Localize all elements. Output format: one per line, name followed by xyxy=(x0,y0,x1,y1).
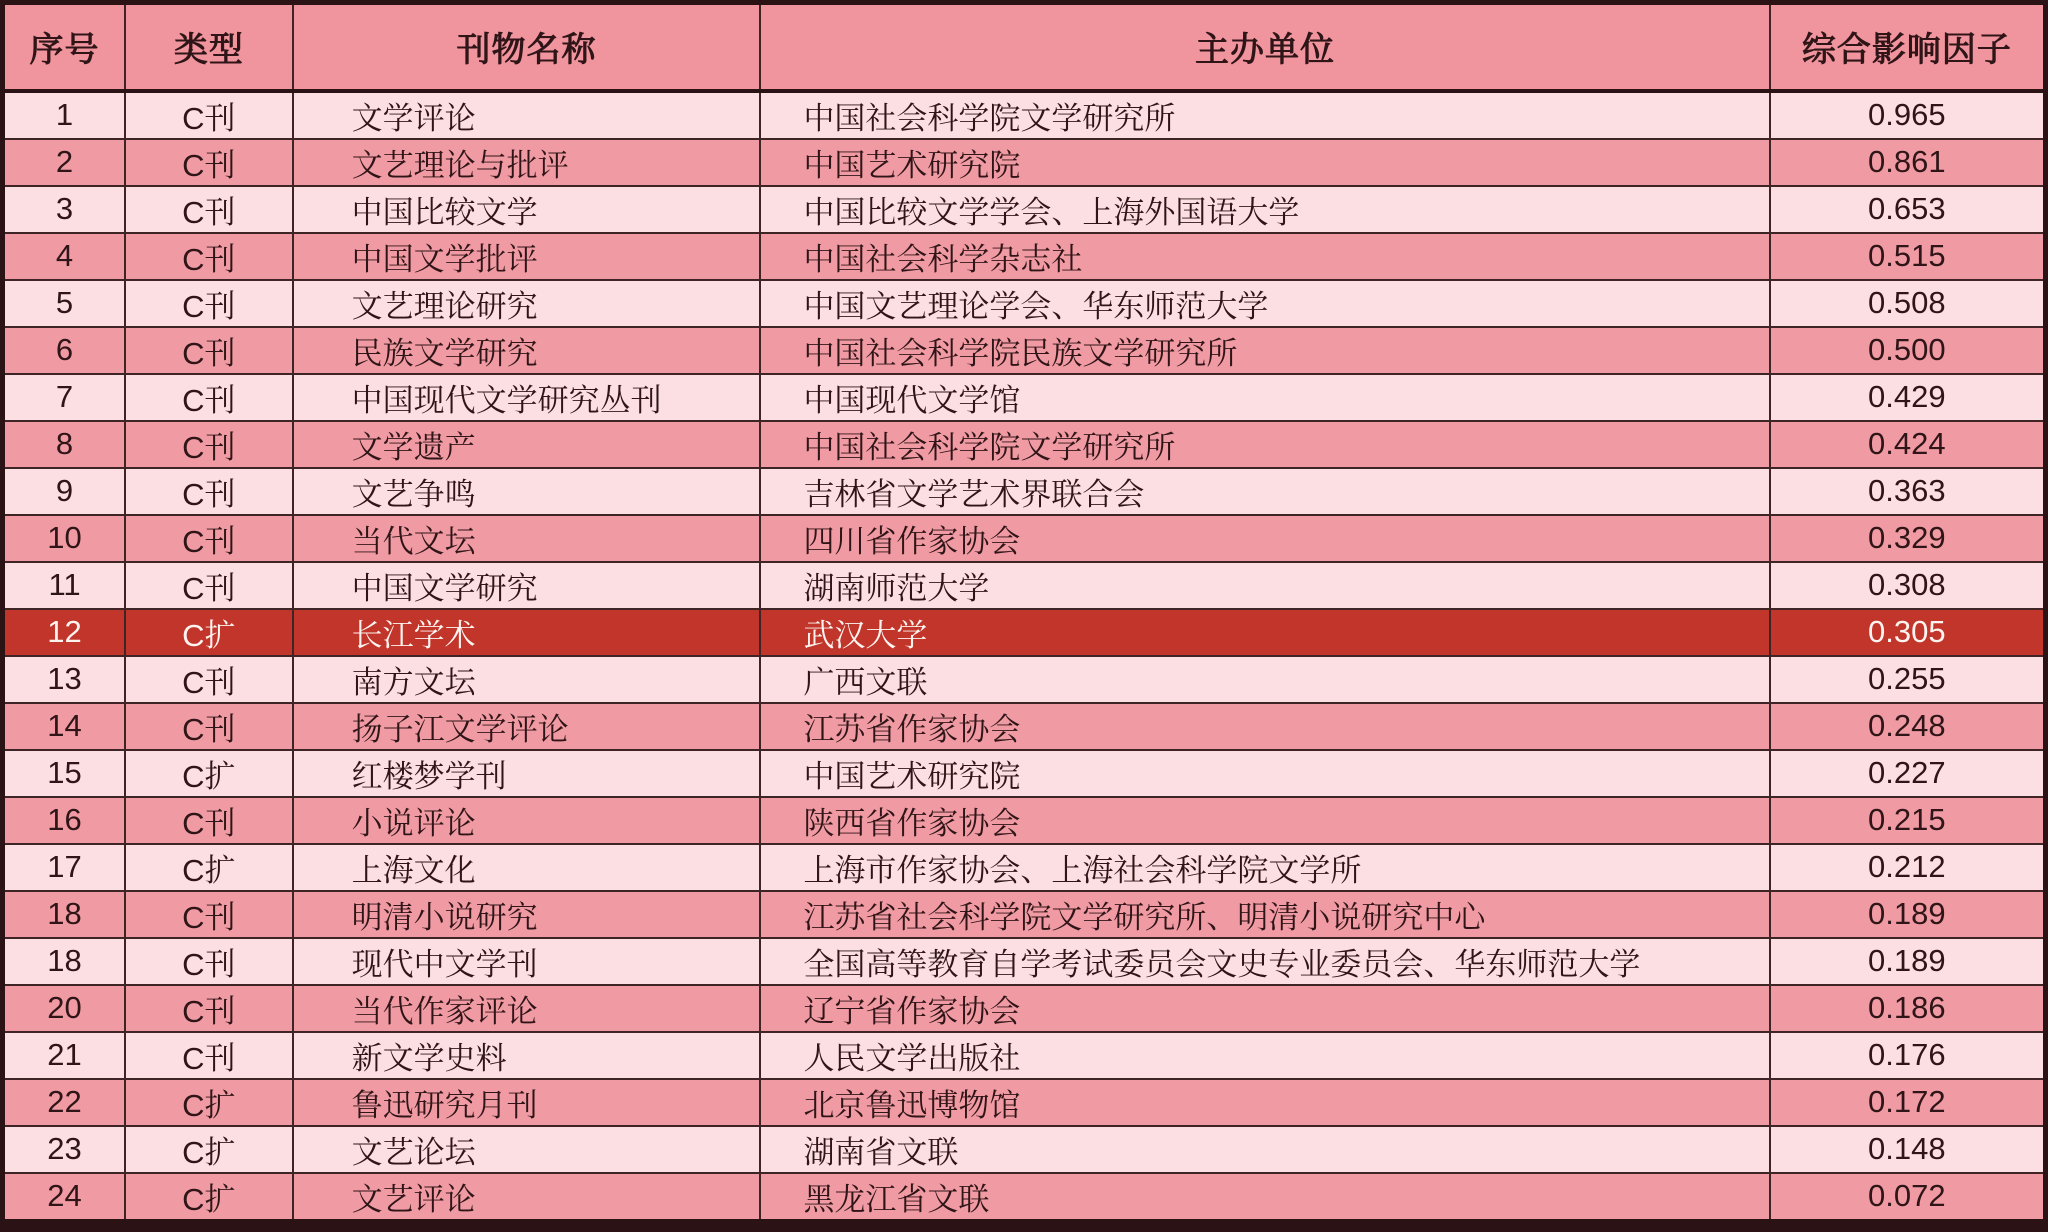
row-index-cell: 17 xyxy=(3,844,126,891)
row-index-cell: 13 xyxy=(3,656,126,703)
row-journal-cell: 小说评论 xyxy=(293,797,761,844)
row-impact-factor-cell: 0.500 xyxy=(1770,327,2046,374)
row-journal-cell: 中国比较文学 xyxy=(293,186,761,233)
row-journal-cell: 文学遗产 xyxy=(293,421,761,468)
row-impact-factor-cell: 0.861 xyxy=(1770,139,2046,186)
row-impact-factor-cell: 0.176 xyxy=(1770,1032,2046,1079)
row-impact-factor-cell: 0.072 xyxy=(1770,1173,2046,1226)
row-type-cell: C刊 xyxy=(125,562,293,609)
table-row xyxy=(3,374,2046,421)
row-organizer-cell: 中国社会科学院民族文学研究所 xyxy=(760,327,1769,374)
row-journal-cell: 中国现代文学研究丛刊 xyxy=(293,374,761,421)
row-impact-factor-cell: 0.653 xyxy=(1770,186,2046,233)
row-index-cell: 11 xyxy=(3,562,126,609)
row-index-cell: 5 xyxy=(3,280,126,327)
row-organizer-cell: 广西文联 xyxy=(760,656,1769,703)
row-impact-factor-cell: 0.424 xyxy=(1770,421,2046,468)
row-impact-factor-cell: 0.329 xyxy=(1770,515,2046,562)
table-row xyxy=(3,891,2046,938)
row-organizer-cell: 江苏省作家协会 xyxy=(760,703,1769,750)
row-journal-cell: 上海文化 xyxy=(293,844,761,891)
row-journal-cell: 新文学史料 xyxy=(293,1032,761,1079)
row-journal-cell: 当代文坛 xyxy=(293,515,761,562)
table-row xyxy=(3,327,2046,374)
row-organizer-cell: 陕西省作家协会 xyxy=(760,797,1769,844)
row-index-cell: 6 xyxy=(3,327,126,374)
row-organizer-cell: 湖南师范大学 xyxy=(760,562,1769,609)
row-journal-cell: 文艺论坛 xyxy=(293,1126,761,1173)
table-row xyxy=(3,703,2046,750)
row-type-cell: C刊 xyxy=(125,233,293,280)
row-type-cell: C刊 xyxy=(125,938,293,985)
row-index-cell: 4 xyxy=(3,233,126,280)
row-index-cell: 12 xyxy=(3,609,126,656)
row-type-cell: C扩 xyxy=(125,1126,293,1173)
row-organizer-cell: 上海市作家协会、上海社会科学院文学所 xyxy=(760,844,1769,891)
row-type-cell: C刊 xyxy=(125,1032,293,1079)
row-index-cell: 23 xyxy=(3,1126,126,1173)
header-index: 序号 xyxy=(3,3,126,91)
row-organizer-cell: 北京鲁迅博物馆 xyxy=(760,1079,1769,1126)
row-type-cell: C刊 xyxy=(125,797,293,844)
row-index-cell: 8 xyxy=(3,421,126,468)
row-organizer-cell: 中国文艺理论学会、华东师范大学 xyxy=(760,280,1769,327)
row-journal-cell: 中国文学研究 xyxy=(293,562,761,609)
table-row xyxy=(3,139,2046,186)
row-journal-cell: 鲁迅研究月刊 xyxy=(293,1079,761,1126)
row-organizer-cell: 中国艺术研究院 xyxy=(760,139,1769,186)
table-row xyxy=(3,985,2046,1032)
row-organizer-cell: 吉林省文学艺术界联合会 xyxy=(760,468,1769,515)
row-journal-cell: 文艺理论与批评 xyxy=(293,139,761,186)
row-type-cell: C刊 xyxy=(125,139,293,186)
row-impact-factor-cell: 0.172 xyxy=(1770,1079,2046,1126)
table-row xyxy=(3,468,2046,515)
header-row xyxy=(3,3,2046,91)
row-impact-factor-cell: 0.508 xyxy=(1770,280,2046,327)
row-type-cell: C刊 xyxy=(125,656,293,703)
row-type-cell: C刊 xyxy=(125,374,293,421)
row-index-cell: 16 xyxy=(3,797,126,844)
table-row xyxy=(3,656,2046,703)
row-journal-cell: 长江学术 xyxy=(293,609,761,656)
row-index-cell: 20 xyxy=(3,985,126,1032)
row-organizer-cell: 中国现代文学馆 xyxy=(760,374,1769,421)
row-organizer-cell: 中国比较文学学会、上海外国语大学 xyxy=(760,186,1769,233)
row-journal-cell: 文艺评论 xyxy=(293,1173,761,1226)
header-journal: 刊物名称 xyxy=(293,3,761,91)
table-row xyxy=(3,797,2046,844)
row-type-cell: C刊 xyxy=(125,515,293,562)
row-journal-cell: 文艺争鸣 xyxy=(293,468,761,515)
row-index-cell: 7 xyxy=(3,374,126,421)
row-journal-cell: 中国文学批评 xyxy=(293,233,761,280)
row-organizer-cell: 湖南省文联 xyxy=(760,1126,1769,1173)
row-journal-cell: 民族文学研究 xyxy=(293,327,761,374)
row-type-cell: C扩 xyxy=(125,844,293,891)
row-type-cell: C刊 xyxy=(125,985,293,1032)
row-type-cell: C刊 xyxy=(125,186,293,233)
row-organizer-cell: 武汉大学 xyxy=(760,609,1769,656)
table-row xyxy=(3,1032,2046,1079)
row-impact-factor-cell: 0.186 xyxy=(1770,985,2046,1032)
row-impact-factor-cell: 0.308 xyxy=(1770,562,2046,609)
row-type-cell: C扩 xyxy=(125,609,293,656)
row-type-cell: C扩 xyxy=(125,1079,293,1126)
row-index-cell: 2 xyxy=(3,139,126,186)
row-journal-cell: 南方文坛 xyxy=(293,656,761,703)
row-type-cell: C刊 xyxy=(125,91,293,139)
row-type-cell: C刊 xyxy=(125,421,293,468)
row-impact-factor-cell: 0.255 xyxy=(1770,656,2046,703)
row-type-cell: C刊 xyxy=(125,280,293,327)
row-index-cell: 18 xyxy=(3,938,126,985)
row-index-cell: 3 xyxy=(3,186,126,233)
table-row xyxy=(3,1173,2046,1226)
row-organizer-cell: 中国社会科学杂志社 xyxy=(760,233,1769,280)
table-row xyxy=(3,609,2046,656)
table-row xyxy=(3,750,2046,797)
row-type-cell: C刊 xyxy=(125,327,293,374)
row-impact-factor-cell: 0.189 xyxy=(1770,938,2046,985)
row-impact-factor-cell: 0.215 xyxy=(1770,797,2046,844)
row-journal-cell: 当代作家评论 xyxy=(293,985,761,1032)
row-type-cell: C刊 xyxy=(125,703,293,750)
row-organizer-cell: 江苏省社会科学院文学研究所、明清小说研究中心 xyxy=(760,891,1769,938)
row-impact-factor-cell: 0.248 xyxy=(1770,703,2046,750)
row-journal-cell: 文艺理论研究 xyxy=(293,280,761,327)
row-type-cell: C刊 xyxy=(125,891,293,938)
row-index-cell: 21 xyxy=(3,1032,126,1079)
row-organizer-cell: 中国艺术研究院 xyxy=(760,750,1769,797)
table-header xyxy=(3,3,2046,91)
row-organizer-cell: 人民文学出版社 xyxy=(760,1032,1769,1079)
row-index-cell: 14 xyxy=(3,703,126,750)
row-index-cell: 18 xyxy=(3,891,126,938)
table-row xyxy=(3,562,2046,609)
header-impact-factor: 综合影响因子 xyxy=(1770,3,2046,91)
row-index-cell: 24 xyxy=(3,1173,126,1226)
row-impact-factor-cell: 0.227 xyxy=(1770,750,2046,797)
table-body xyxy=(3,91,2046,1226)
row-impact-factor-cell: 0.363 xyxy=(1770,468,2046,515)
row-impact-factor-cell: 0.189 xyxy=(1770,891,2046,938)
row-journal-cell: 红楼梦学刊 xyxy=(293,750,761,797)
row-index-cell: 1 xyxy=(3,91,126,139)
table-row xyxy=(3,515,2046,562)
row-journal-cell: 文学评论 xyxy=(293,91,761,139)
row-index-cell: 9 xyxy=(3,468,126,515)
row-type-cell: C扩 xyxy=(125,1173,293,1226)
table-row xyxy=(3,186,2046,233)
row-journal-cell: 扬子江文学评论 xyxy=(293,703,761,750)
row-index-cell: 10 xyxy=(3,515,126,562)
row-organizer-cell: 全国高等教育自学考试委员会文史专业委员会、华东师范大学 xyxy=(760,938,1769,985)
row-index-cell: 22 xyxy=(3,1079,126,1126)
header-organizer: 主办单位 xyxy=(760,3,1769,91)
table-row xyxy=(3,421,2046,468)
table-row xyxy=(3,233,2046,280)
row-type-cell: C扩 xyxy=(125,750,293,797)
row-organizer-cell: 辽宁省作家协会 xyxy=(760,985,1769,1032)
row-index-cell: 15 xyxy=(3,750,126,797)
table-row xyxy=(3,844,2046,891)
row-journal-cell: 现代中文学刊 xyxy=(293,938,761,985)
row-impact-factor-cell: 0.212 xyxy=(1770,844,2046,891)
row-journal-cell: 明清小说研究 xyxy=(293,891,761,938)
table-row xyxy=(3,1126,2046,1173)
table-row xyxy=(3,938,2046,985)
row-organizer-cell: 中国社会科学院文学研究所 xyxy=(760,91,1769,139)
table-row xyxy=(3,1079,2046,1126)
table-row xyxy=(3,280,2046,327)
table-row xyxy=(3,91,2046,139)
row-impact-factor-cell: 0.515 xyxy=(1770,233,2046,280)
row-organizer-cell: 中国社会科学院文学研究所 xyxy=(760,421,1769,468)
row-organizer-cell: 四川省作家协会 xyxy=(760,515,1769,562)
row-type-cell: C刊 xyxy=(125,468,293,515)
row-impact-factor-cell: 0.429 xyxy=(1770,374,2046,421)
header-type: 类型 xyxy=(125,3,293,91)
row-organizer-cell: 黑龙江省文联 xyxy=(760,1173,1769,1226)
row-impact-factor-cell: 0.305 xyxy=(1770,609,2046,656)
row-impact-factor-cell: 0.148 xyxy=(1770,1126,2046,1173)
row-impact-factor-cell: 0.965 xyxy=(1770,91,2046,139)
